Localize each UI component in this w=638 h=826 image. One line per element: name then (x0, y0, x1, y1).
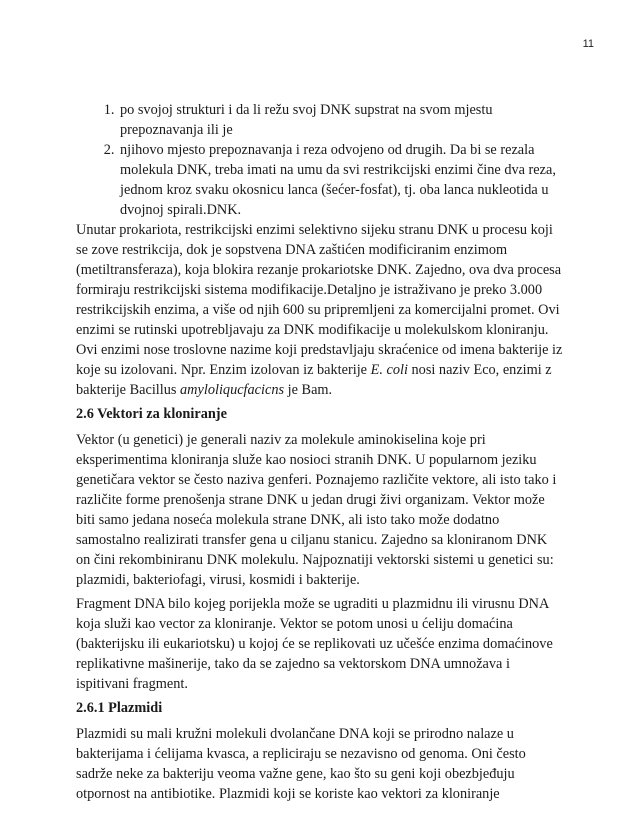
paragraph-plasmids: Plazmidi su mali kružni molekuli dvolančane DNA koji se prirodno nalaze u bakterijama i ćelijama kvasca, a repliciraju se nezavisno od genoma. Oni često sadrže neke za bakteriju veoma važne gene, kao što su geni koji obezbjeđuju otpornost na antibiotike. Plazmidi koji se koriste kao vektori za kloniranje (76, 726, 526, 802)
page-content (76, 100, 564, 808)
subsection-heading: 2.6.1 Plazmidi (76, 700, 163, 716)
list-item: 2. njihovo mjesto prepoznavanja i reza odvojeno od drugih. Da bi se rezala molekula DNK, treba imati na umu da svi restrikcijski enzimi čine dva reza, jednom kroz svaku okosnicu lanca (šećer-fosfat), tj. oba lanca nukleotida u dvojnoj spirali.DNK. (118, 140, 564, 220)
paragraph-text: je Bam. (287, 382, 333, 398)
paragraph-text: nosi naziv Eco, enzimi z bakterije Bacillus (76, 362, 552, 398)
list-item: 1. po svojoj strukturi i da li režu svoj DNK supstrat na svom mjestu prepoznavanja ili je (118, 100, 564, 140)
paragraph-vectors: Vektor (u genetici) je generali naziv za molekule aminokiselina koje pri eksperimentima kloniranja služe kao nosioci stranih DNK. U popularnom jeziku genetičara vektor se često naziva genferi. Poznajemo različite vektore, ali isto tako i različite forme prenošenja strane DNK u jedan drugi živi organizam. Vektor može biti samo jedana noseća molekula strane DNK, ali isto tako može dodatno samostalno realizirati transfer gena u ciljanu stanicu. Zajedno sa kloniranom DNK on čini rekombiniranu DNK molekulu. Najpoznatiji vektorski sistemi u genetici su: plazmidi, bakteriofagi, virusi, kosmidi i bakterije. (76, 432, 557, 588)
italic-species-name: E. coli (370, 362, 408, 378)
paragraph-text: Unutar prokariota, restrikcijski enzimi selektivno sijeku stranu DNK u procesu koji se zove restrikcija, dok je sopstvena DNA zaštićen modificiranim enzimom (metiltransferaza), koja blokira rezanje prokariotske DNK. Zajedno, ova dva procesa formiraju restrikcijski sistema modifikacije.Detaljno je istraživano je preko 3.000 restrikcijskih enzima, a više od njih 600 su pripremljeni za komercijalni promet. Ovi enzimi se rutinski upotrebljavaju za DNK modifikacije u molekulskom kloniranju. Ovi enzimi nose troslovne nazime koji predstavljaju skraćenice od imena bakterije iz koje su izolovani. Npr. Enzim izolovan iz bakterije (76, 222, 563, 378)
page-number: 11 (582, 38, 594, 50)
paragraph-restriction (76, 220, 564, 400)
numbered-list (76, 100, 564, 220)
italic-species-name: amyloliqucfacicns (180, 382, 285, 398)
paragraph-fragment: Fragment DNA bilo kojeg porijekla može se ugraditi u plazmidnu ili virusnu DNA koja služi kao vector za kloniranje. Vektor se potom unosi u ćeliju domaćina (bakterijsku ili eukariotsku) u kojoj će se replikovati uz učešće enzima domaćinove replikativne mašinerije, tako da se zajedno sa vektorskom DNA umnožava i ispitivani fragment. (76, 596, 553, 692)
section-heading: 2.6 Vektori za kloniranje (76, 406, 227, 422)
